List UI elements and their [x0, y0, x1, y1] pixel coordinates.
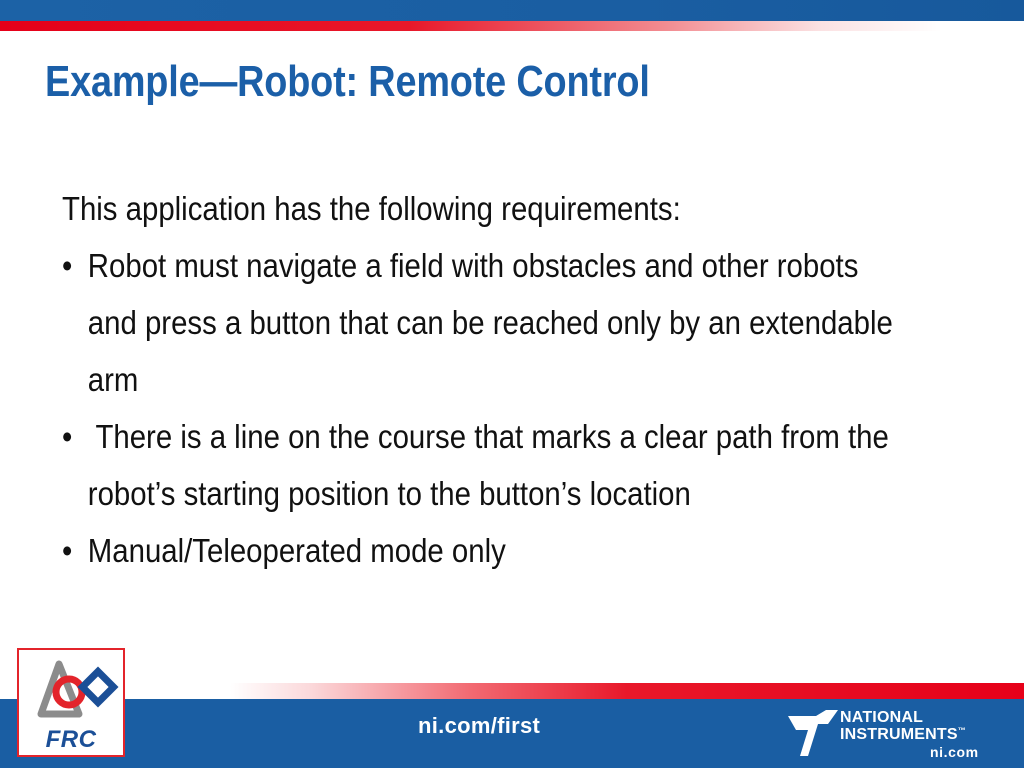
slide-body — [62, 180, 979, 579]
intro-text: This application has the following requirements: — [62, 190, 681, 227]
bullet-line: robot’s starting position to the button’s location — [87, 475, 691, 512]
bullet-line: There is a line on the course that marks a clear path from the — [87, 418, 889, 455]
bullet-item — [62, 237, 979, 408]
slide-title: Example—Robot: Remote Control — [45, 57, 650, 106]
bullet-dot: • — [62, 532, 73, 569]
header-band — [0, 0, 1024, 22]
frc-logo — [17, 648, 125, 757]
ni-logo-line2-text: INSTRUMENTS — [840, 726, 958, 743]
ni-eagle-icon — [788, 710, 838, 756]
bullet-line: arm — [87, 361, 139, 398]
bullet-item — [62, 522, 979, 579]
footer-red-stripe — [230, 683, 1024, 699]
bullet-line: Robot must navigate a field with obstacles and other robots — [87, 247, 859, 284]
bullet-line: Manual/Teleoperated mode only — [87, 532, 506, 569]
frc-emblem-icon — [19, 650, 123, 730]
ni-logo-tm: ™ — [957, 726, 966, 735]
ni-logo-url: ni.com — [930, 744, 979, 760]
bullet-dot: • — [62, 418, 73, 455]
footer-url: ni.com/first — [418, 713, 541, 738]
ni-logo — [788, 706, 1018, 764]
frc-logo-text: FRC — [45, 726, 97, 753]
requirements-list — [62, 237, 979, 579]
ni-logo-line2 — [840, 726, 966, 744]
bullet-dot: • — [62, 247, 73, 284]
header-red-stripe — [0, 21, 1024, 31]
bullet-item — [62, 408, 979, 522]
ni-logo-line1: NATIONAL — [840, 709, 924, 726]
bullet-line: and press a button that can be reached only by an extendable — [87, 304, 893, 341]
